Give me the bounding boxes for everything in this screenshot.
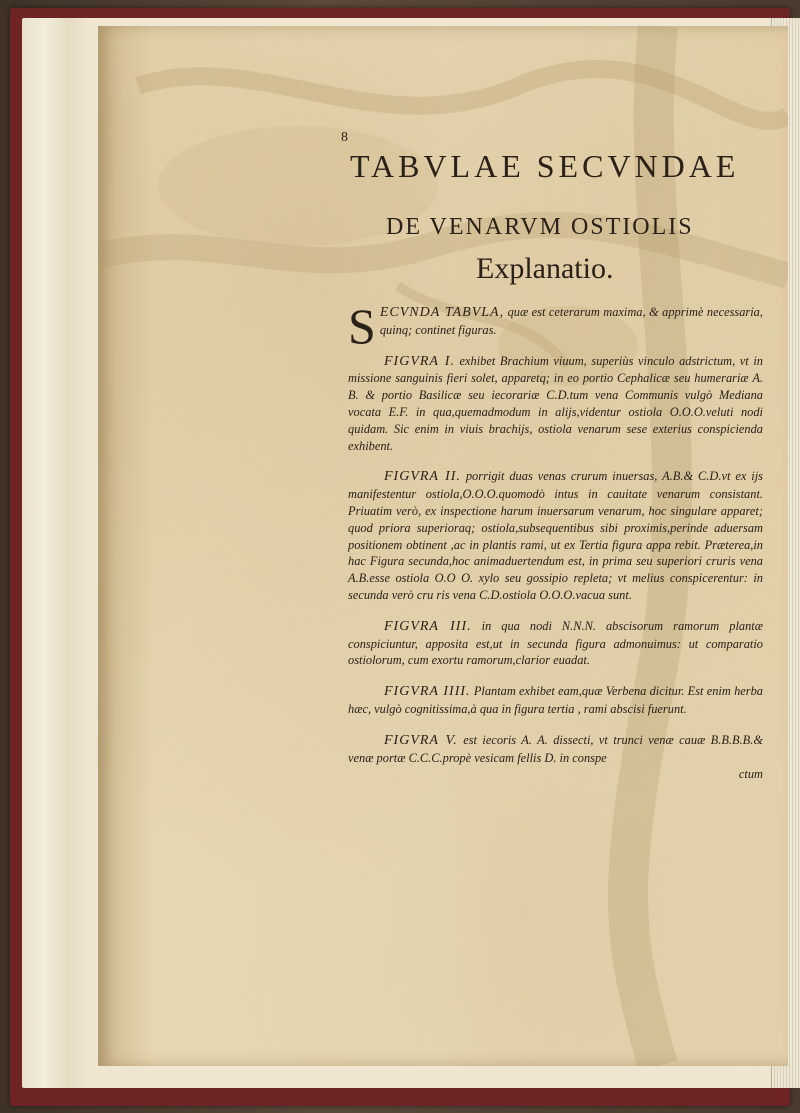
paragraph-lead: FIGVRA IIII. [384, 684, 471, 700]
paragraph-lead: FIGVRA V. [384, 732, 458, 748]
paragraph-lead: FIGVRA II. [384, 469, 461, 485]
page-text [98, 26, 788, 1066]
paragraph-figura-1 [348, 353, 763, 455]
paragraph-figura-4 [348, 683, 763, 718]
paragraph-intro [348, 298, 763, 354]
paragraph-body: est iecoris A. A. dissecti, vt trunci venæ cauæ B.B.B.B.& venæ portæ C.C.C.propè vesicam fellis D. in conspe [348, 732, 763, 765]
paragraph-body: porrigit duas venas crurum inuersas, A.B.& C.D.vt ex ijs manifestentur ostiola,O.O.O.quomodò intus in cauitate venarum consistant. Priuatim verò, ex inspectione harum inuersarum venarum, hoc singulare apparet; quod priora superioraq; ostiola,subsequentibus sibi proximis,perinde aduersam positionem obtinent ,ac in plantis rami, ut ex Tertia figura appa rebit. Præterea,in hac Figura secunda,hoc animaduertendum est, in prima seu superiori cruris vena A.B.esse ostiola O.O O. xylo seu gossipio repleta; vt melius conspicerentur: in secunda verò cru ris vena C.D.ostiola O.O.O.vacua sunt. [348, 469, 763, 602]
paragraph-lead: FIGVRA III. [384, 618, 472, 634]
paragraph-body: Plantam exhibet eam,quæ Verbena dicitur. Est enim herba hæc, vulgò cognitissima,à qua in figura tertia , rami abscisi fuerunt. [348, 684, 763, 716]
paragraph-body: in qua nodi N.N.N. abscisorum ramorum plantæ conspiciuntur, apposita est,ut in secunda figura admonuimus: ut comparatio ostiolorum, cum exortu ramorum,clarior euadat. [348, 618, 763, 668]
title-line-1: TABVLAE SECVNDAE [350, 148, 740, 184]
paragraph-body: exhibet Brachium viuum, superiùs vinculo adstrictum, vt in missione sanguinis fieri solet, apparetq; in eo portio Cephalicæ seu humerariæ A. B. & portio Basilicæ seu iecorariæ C.D.tum vena Communis vulgò Mediana vocata E.F. in qua,quemadmodum in alijs,videntur ostiola O.O.O.veluti nodi quidam. Sic enim in viuis brachijs, ostiola venarum sese exterius conspicienda exhibent. [348, 353, 763, 453]
drop-cap: S [348, 298, 376, 354]
paragraph-figura-2 [348, 468, 763, 603]
title-line-2: DE VENARVM OSTIOLIS [386, 214, 694, 240]
body-text [348, 298, 763, 797]
paragraph-lead: ECVNDA TABVLA, [379, 305, 505, 320]
catchword: ctum [738, 767, 763, 782]
paragraph-figura-5 [348, 732, 763, 783]
book-page [98, 26, 788, 1066]
page-number: 8 [341, 130, 348, 145]
title-line-3: Explanatio. [476, 252, 614, 285]
paragraph-lead: FIGVRA I. [384, 353, 455, 369]
paragraph-figura-3 [348, 618, 763, 669]
paragraph-body: quæ est ceterarum maxima, & apprimè necessaria, quinq; continet figuras. [379, 305, 763, 337]
